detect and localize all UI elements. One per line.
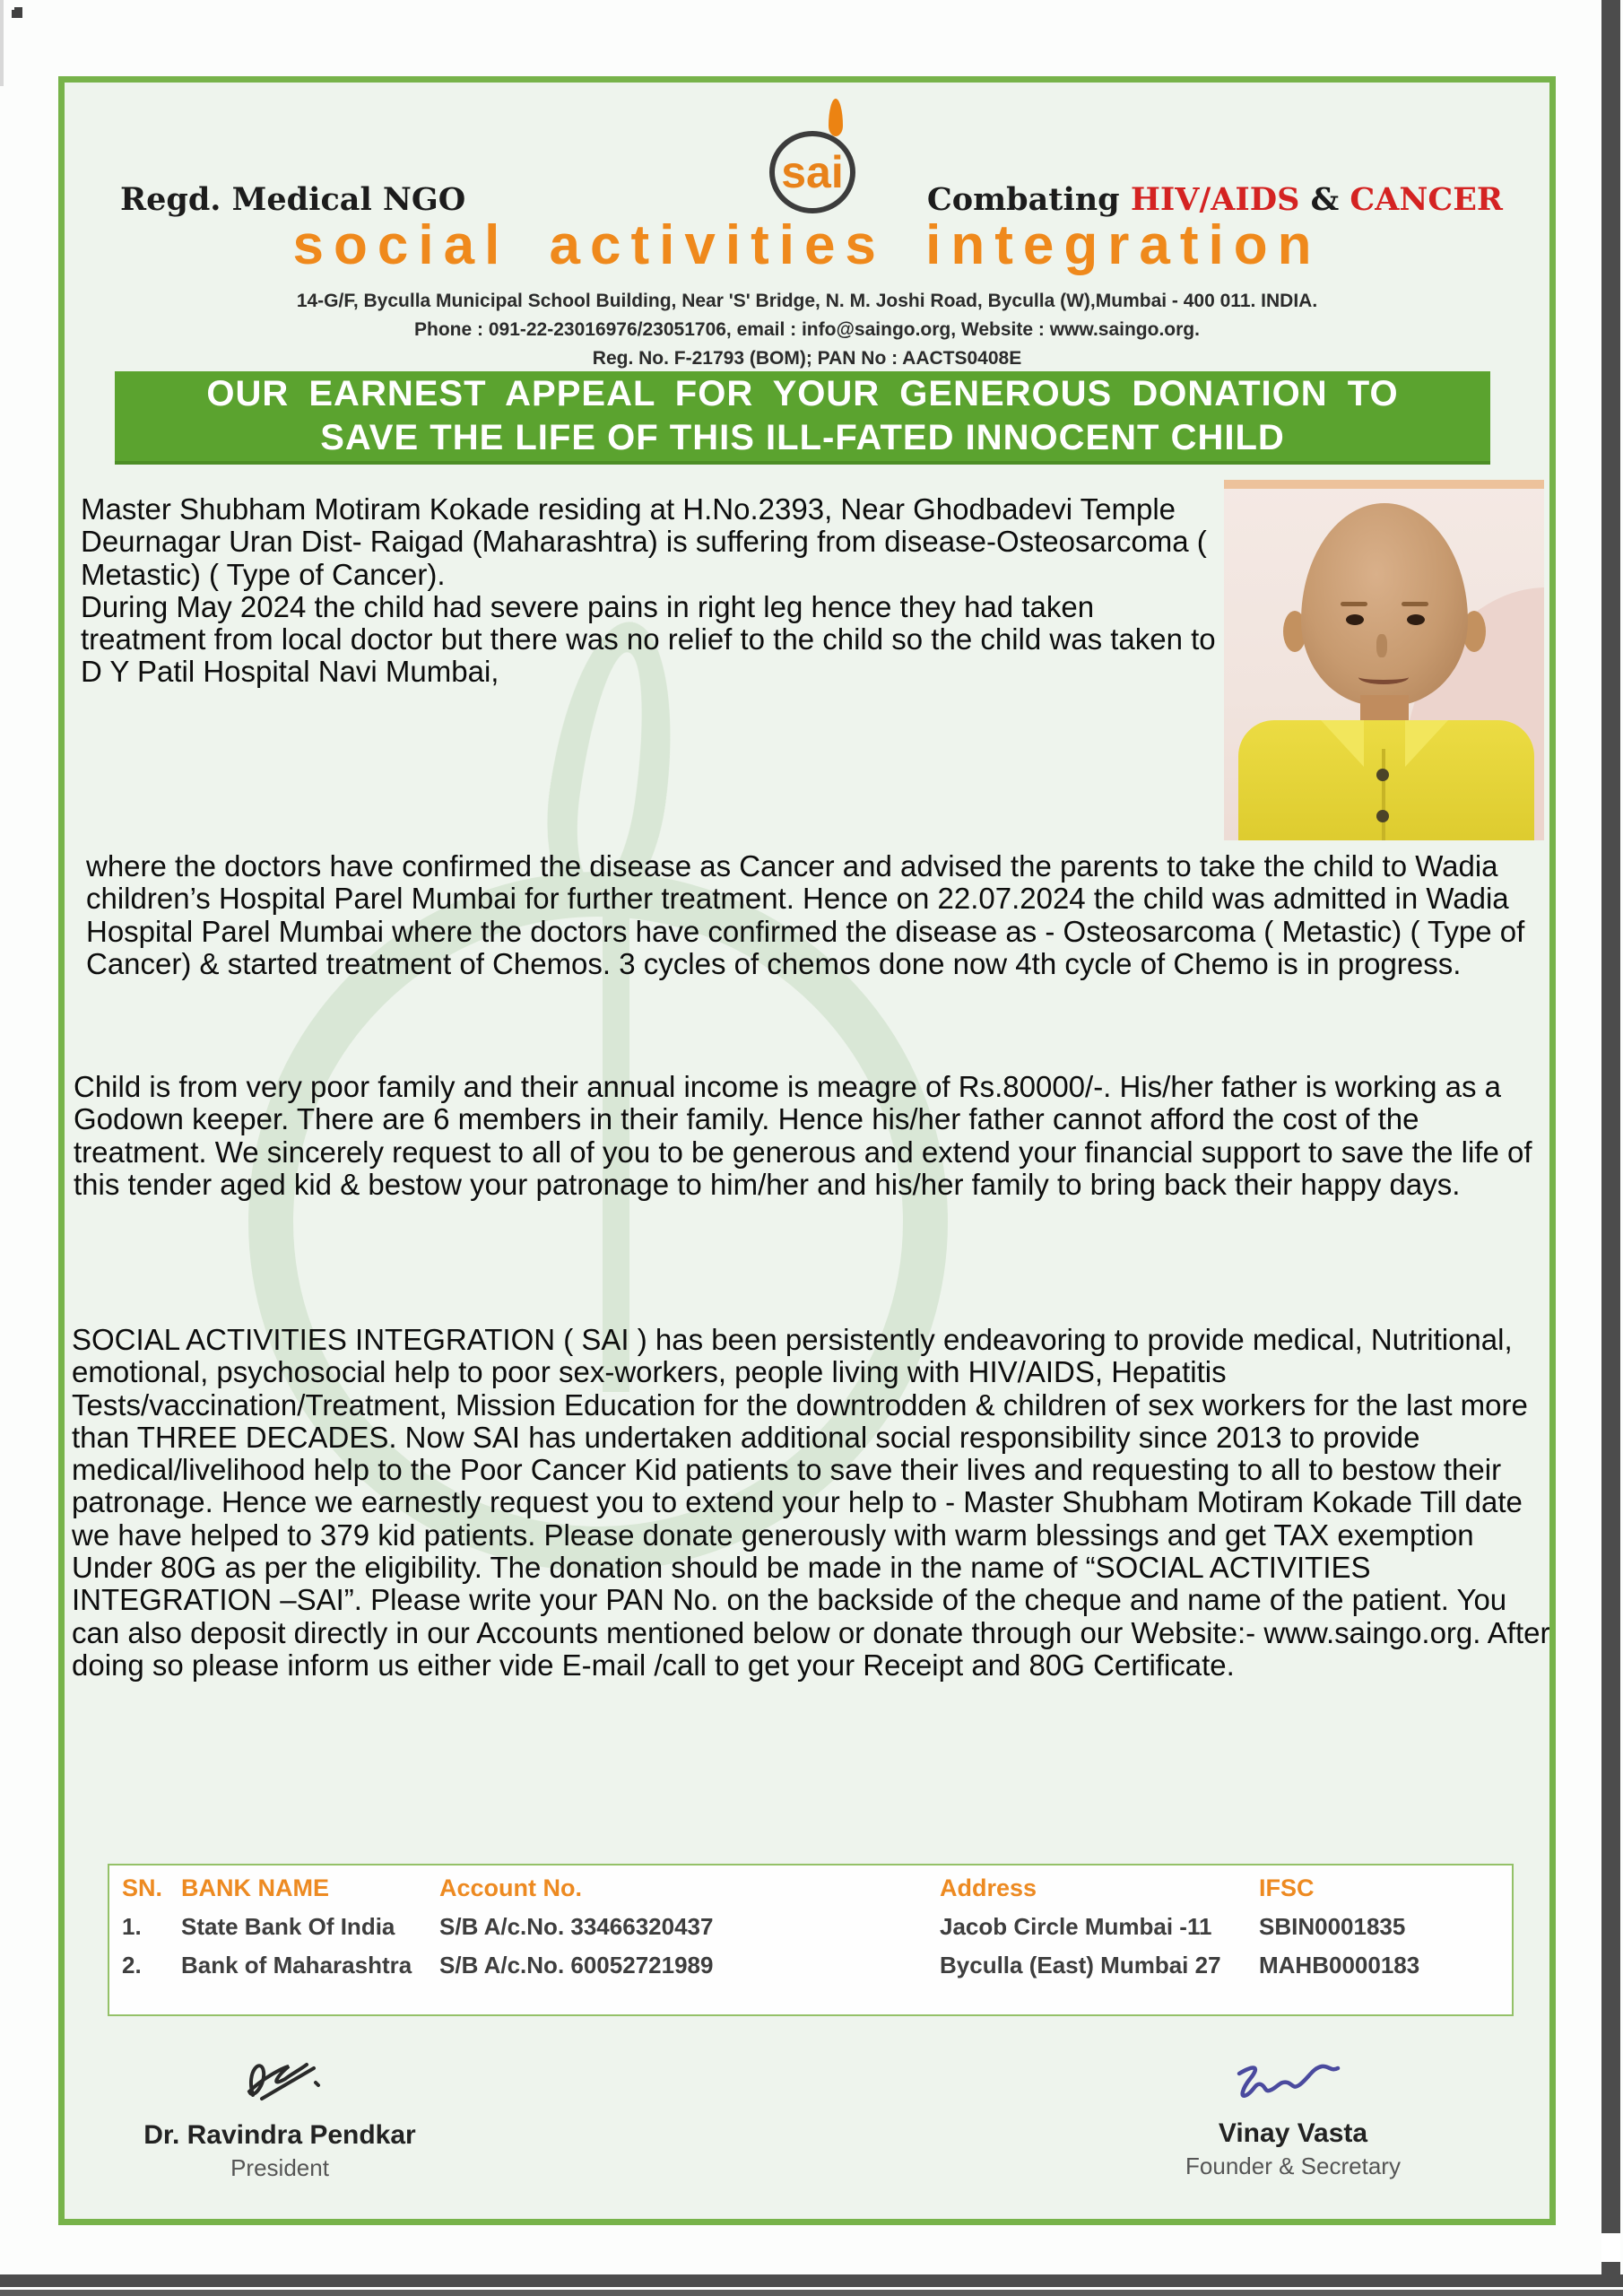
bank-row2-address: Byculla (East) Mumbai 27 [940, 1952, 1221, 1979]
sai-logo [769, 106, 868, 213]
signature-secretary [1132, 2056, 1454, 2180]
bank-row2-ifsc: MAHB0000183 [1259, 1952, 1420, 1979]
bank-row1-account: S/B A/c.No. 33466320437 [439, 1913, 714, 1940]
address-line-2: Phone : 091-22-23016976/23051706, email : info@saingo.org, Website : www.saingo.org. [414, 319, 1200, 340]
signature-president [118, 2052, 441, 2182]
combating-prefix: Combating [926, 181, 1131, 218]
secretary-signature-icon [1203, 2056, 1383, 2113]
combating-cancer: CANCER [1350, 181, 1503, 218]
bank-col-address: Address [940, 1874, 1037, 1901]
flyer-page [58, 76, 1556, 2225]
paragraph-diagnosis: where the doctors have confirmed the disease as Cancer and advised the parents to take the child to Wadia children’s Hospital Parel Mumbai for further treatment. Hence on 22.07.2024 the child was admitted in Wadia Hospital Parel Mumbai where the doctors have confirmed the disease as - Osteosarcoma ( Metastic) ( Type of Cancer) & started treatment of Chemos. 3 cycles of chemos done now 4th cycle of Chemo is in progress. [86, 849, 1525, 980]
scan-edge-artifact [0, 0, 4, 86]
logo-circle [769, 131, 855, 213]
bank-row2-account: S/B A/c.No. 60052721989 [439, 1952, 714, 1979]
address-line-3: Reg. No. F-21793 (BOM); PAN No : AACTS0408E [592, 348, 1022, 369]
scan-bottom-band-2 [0, 2290, 1623, 2296]
bank-row2-sn: 2. [122, 1952, 142, 1979]
child-photo [1224, 480, 1544, 840]
bank-col-ifsc: IFSC [1259, 1874, 1315, 1901]
bank-row2-name: Bank of Maharashtra [181, 1952, 412, 1979]
bank-col-name: BANK NAME [181, 1874, 329, 1901]
bank-row1-ifsc: SBIN0001835 [1259, 1913, 1406, 1940]
paragraph-organization-appeal: SOCIAL ACTIVITIES INTEGRATION ( SAI ) has been persistently endeavoring to provide medical, Nutritional, emotional, psychosocial help to poor sex-workers, people living with HIV/AIDS, Hepatitis Tests/vaccination/Treatment, Mission Education for the downtrodden & children of sex workers for the last more than THREE DECADES. Now SAI has undertaken additional social responsibility since 2013 to provide medical/livelihood help to the Poor Cancer Kid patients to save their lives and requesting to all to bestow their patronage. Hence we earnestly request you to extend your help to - Master Shubham Motiram Kokade Till date we have helped to 379 kid patients. Please donate generously with warm blessings and get TAX exemption Under 80G as per the eligibility. The donation should be made in the name of “SOCIAL ACTIVITIES INTEGRATION –SAI”. Please write your PAN No. on the backside of the cheque and name of the patient. You can also deposit directly in our Accounts mentioned below or donate through our Website:- www.saingo.org. After doing so please inform us either vide E-mail /call to get your Receipt and 80G Certificate. [72, 1323, 1550, 1682]
organization-title: social activities integration [292, 214, 1322, 276]
bank-row1-sn: 1. [122, 1913, 142, 1940]
appeal-banner-line2: SAVE THE LIFE OF THIS ILL-FATED INNOCENT CHILD [320, 418, 1285, 457]
president-signature-icon [199, 2052, 360, 2115]
combating-tagline [927, 181, 1503, 218]
address-line-1: 14-G/F, Byculla Municipal School Building, Near 'S' Bridge, N. M. Joshi Road, Byculla (W),Mumbai - 400 011. INDIA. [296, 291, 1318, 311]
scan-right-band [1601, 0, 1620, 2275]
combating-hiv: HIV/AIDS [1130, 181, 1300, 218]
president-name: Dr. Ravindra Pendkar [143, 2120, 416, 2150]
bank-col-account: Account No. [439, 1874, 582, 1901]
combating-amp: & [1299, 181, 1350, 218]
regd-medical-ngo-label: Regd. Medical NGO [120, 181, 466, 218]
scan-right-band-notch [1601, 2233, 1620, 2262]
secretary-title: Founder & Secretary [1185, 2152, 1401, 2179]
secretary-name: Vinay Vasta [1218, 2118, 1368, 2148]
president-title: President [230, 2154, 329, 2181]
flame-icon [829, 99, 843, 136]
paragraph-family-situation: Child is from very poor family and their annual income is meagre of Rs.80000/-. His/her father is working as a Godown keeper. There are 6 members in their family. Hence his/her father cannot afford the cost of the treatment. We sincerely request to all of you to be generous and extend your financial support to save the life of this tender aged kid & bestow your patronage to him/her and his/her family to bring back their happy days. [74, 1070, 1532, 1201]
bank-row1-name: State Bank Of India [181, 1913, 395, 1940]
paragraph-patient-intro-b: During May 2024 the child had severe pains in right leg hence they had taken treatment from local doctor but there was no relief to the child so the child was taken to D Y Patil Hospital Navi Mumbai, [81, 589, 1216, 689]
bank-col-sn: SN. [122, 1874, 163, 1901]
logo-text: sai [781, 147, 844, 197]
appeal-banner [115, 371, 1490, 465]
bank-row1-address: Jacob Circle Mumbai -11 [940, 1913, 1212, 1940]
scan-bottom-band [0, 2274, 1623, 2287]
corner-mark-artifact [12, 7, 22, 18]
paragraph-patient-intro-a: Master Shubham Motiram Kokade residing at H.No.2393, Near Ghodbadevi Temple Deurnagar Uran Dist- Raigad (Maharashtra) is suffering from disease-Osteosarcoma ( Metastic) ( Type of Cancer). [81, 492, 1207, 591]
paragraph-patient-intro [81, 493, 1221, 689]
bank-details-table [108, 1864, 1514, 2016]
appeal-banner-line1: OUR EARNEST APPEAL FOR YOUR GENEROUS DONATION TO [206, 374, 1399, 414]
